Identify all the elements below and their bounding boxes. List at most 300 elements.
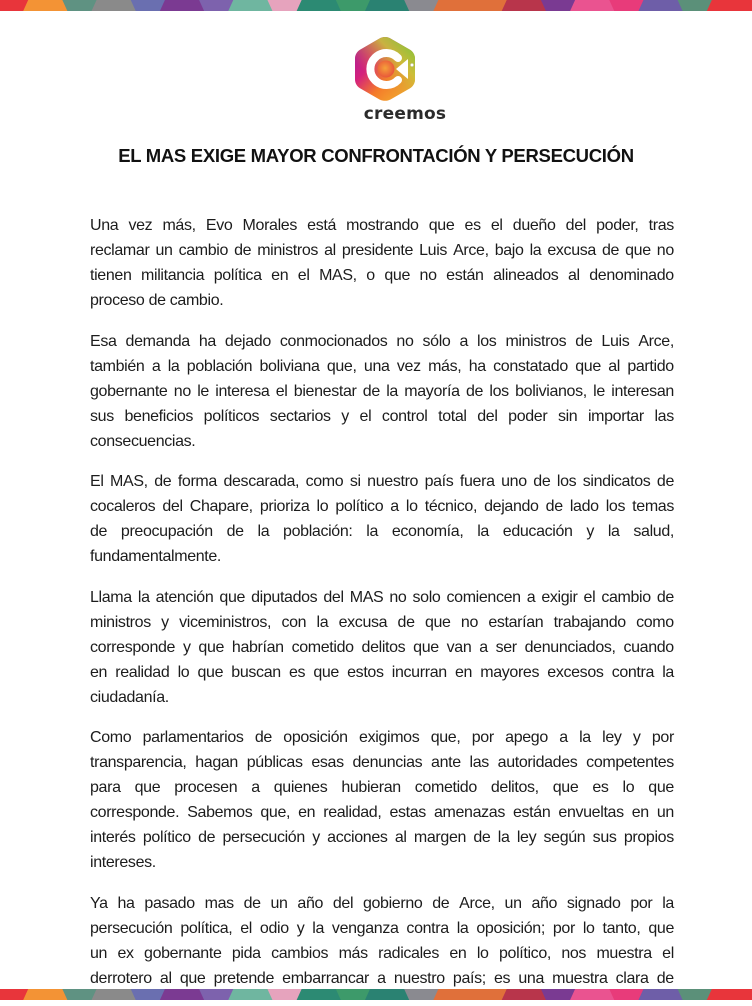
- word: cambios: [271, 944, 329, 962]
- word: del: [332, 894, 354, 912]
- word: comiencen: [446, 588, 521, 606]
- paragraph-line: [90, 966, 674, 991]
- word: excusa: [338, 613, 388, 631]
- word: ex: [117, 944, 134, 962]
- word: que: [179, 969, 206, 987]
- paragraph-line: [90, 494, 674, 519]
- word: por: [552, 919, 575, 937]
- paragraph-line: [90, 800, 674, 825]
- word: exigir: [541, 588, 578, 606]
- word: político,: [498, 944, 551, 962]
- word: que: [413, 638, 439, 656]
- word: pasado: [144, 894, 195, 912]
- word: que: [313, 663, 339, 681]
- word: sin: [557, 407, 578, 425]
- word: persecución: [90, 919, 173, 937]
- word: diputados: [251, 588, 318, 606]
- word: incurran: [391, 663, 447, 681]
- word: lo: [405, 498, 418, 515]
- word: tanto,: [602, 919, 641, 937]
- document-title: EL MAS EXIGE MAYOR CONFRONTACIÓN Y PERSECUCIÓN: [118, 145, 634, 166]
- word: Luis: [601, 332, 630, 350]
- word: que: [198, 638, 225, 656]
- word: embarrancar: [282, 969, 369, 987]
- word: el: [297, 267, 310, 284]
- word: y: [341, 407, 349, 425]
- word: que: [424, 613, 451, 631]
- word: de: [432, 894, 450, 912]
- word: preocupación: [120, 523, 213, 540]
- word: la: [366, 523, 379, 540]
- word: propios: [623, 829, 674, 846]
- word: la: [316, 613, 329, 631]
- paragraph-line: [90, 379, 674, 404]
- word: mas: [204, 894, 234, 912]
- word: corresponde: [90, 638, 176, 656]
- word: de: [545, 498, 563, 515]
- word: prioriza: [259, 498, 310, 515]
- word: persecución: [222, 829, 305, 846]
- word: la: [386, 382, 398, 400]
- word: políticos: [203, 407, 260, 425]
- paragraph-line: [90, 941, 674, 966]
- word: delitos,: [490, 779, 539, 796]
- word: con: [281, 613, 307, 631]
- word: la: [529, 242, 542, 259]
- word: de: [465, 382, 484, 400]
- paragraph-line: [90, 354, 674, 379]
- word: hagan: [195, 754, 238, 771]
- word: un: [155, 242, 173, 259]
- word: la: [607, 523, 620, 540]
- word: gobernante: [144, 944, 222, 962]
- word: es: [494, 969, 511, 987]
- word: no: [656, 242, 674, 259]
- word: procesen: [174, 779, 238, 796]
- word: de: [656, 473, 674, 490]
- word: total: [438, 407, 467, 425]
- word: muestra: [552, 969, 608, 987]
- word: en: [449, 944, 467, 962]
- word: es: [592, 779, 609, 796]
- word: Arce,: [459, 894, 495, 912]
- word: esas: [311, 754, 344, 771]
- word: constatado: [493, 357, 568, 375]
- word: ante: [431, 754, 461, 771]
- word: lo: [177, 663, 190, 681]
- word: Esa: [90, 332, 117, 350]
- word: según: [543, 829, 586, 846]
- paragraph-line: [90, 469, 674, 494]
- word: cometido: [414, 779, 477, 796]
- word: no: [389, 588, 407, 606]
- word: como: [636, 613, 674, 631]
- paragraph-line: [90, 775, 674, 800]
- paragraph: [90, 213, 674, 313]
- paragraph-line: [90, 519, 674, 544]
- word: denuncias: [352, 754, 423, 771]
- decorative-color-stripe-top: [0, 0, 752, 11]
- word: ley: [516, 829, 537, 846]
- word: a: [459, 332, 469, 350]
- word: al: [608, 357, 620, 375]
- word: a: [377, 969, 386, 987]
- word: o: [366, 267, 375, 284]
- word: ser: [495, 638, 517, 656]
- word: buscan: [231, 663, 281, 681]
- word: gobierno: [362, 894, 423, 912]
- word: la: [167, 357, 180, 375]
- word: como: [305, 473, 344, 490]
- word: que: [219, 588, 246, 606]
- word: odio: [259, 919, 289, 937]
- word: de: [254, 729, 272, 746]
- word: mayores: [480, 663, 540, 681]
- word: contra: [611, 663, 655, 681]
- word: están: [512, 804, 551, 821]
- paragraph-line: [90, 660, 674, 685]
- paragraph-line: [90, 263, 674, 288]
- word: exigimos: [359, 729, 420, 746]
- word: pretende: [213, 969, 274, 987]
- word: que: [384, 267, 411, 284]
- word: lo: [476, 944, 489, 962]
- word: estarían: [488, 613, 544, 631]
- word: de: [397, 613, 415, 631]
- word: sólo: [422, 332, 451, 350]
- word: a: [390, 498, 399, 515]
- word: Una: [90, 217, 119, 234]
- word: uno: [501, 473, 527, 490]
- word: que: [575, 357, 601, 375]
- word: año: [297, 894, 324, 912]
- word: MAS: [349, 588, 384, 606]
- paragraph-line: [90, 825, 674, 850]
- word: que,: [326, 357, 357, 375]
- word: temas: [632, 498, 674, 515]
- word: de: [473, 829, 491, 846]
- word: reclamar: [90, 242, 150, 259]
- word: de: [601, 242, 620, 259]
- paragraph-line: intereses.: [90, 854, 156, 871]
- word: la: [497, 829, 510, 846]
- word: que: [428, 217, 455, 234]
- word: cocaleros: [90, 498, 156, 515]
- word: sus: [592, 829, 617, 846]
- word: año: [531, 894, 558, 912]
- word: de: [90, 523, 108, 540]
- word: dejado: [224, 332, 271, 350]
- word: fuera: [459, 473, 495, 490]
- word: interés: [90, 829, 136, 846]
- word: interesa: [215, 382, 270, 400]
- word: radicales: [378, 944, 440, 962]
- word: realidad: [115, 663, 170, 681]
- word: a: [251, 779, 260, 796]
- word: mostrando: [346, 217, 419, 234]
- word: dejando: [484, 498, 539, 515]
- word: que: [625, 242, 651, 259]
- word: una: [363, 357, 390, 375]
- word: salud,: [633, 523, 674, 540]
- word: contra: [406, 919, 449, 937]
- word: bolivianos,: [515, 382, 587, 400]
- word: lo: [316, 498, 329, 515]
- word: los: [605, 498, 626, 515]
- word: más,: [162, 217, 196, 234]
- word: población: [186, 357, 253, 375]
- word: la: [662, 894, 674, 912]
- word: al: [159, 969, 172, 987]
- paragraph: [90, 891, 674, 991]
- word: de: [362, 382, 380, 400]
- word: la: [579, 729, 591, 746]
- word: político: [335, 498, 384, 515]
- word: Luis: [419, 242, 448, 259]
- word: sectarios: [269, 407, 331, 425]
- word: y: [161, 613, 169, 631]
- word: Sabemos: [187, 804, 253, 821]
- word: están: [446, 267, 484, 284]
- word: político: [142, 829, 191, 846]
- word: nos: [561, 944, 587, 962]
- creemos-logo-icon: [352, 34, 418, 104]
- stripe-segment: [707, 989, 752, 1000]
- word: dueño: [512, 217, 556, 234]
- word: pida: [231, 944, 261, 962]
- word: denunciados,: [524, 638, 616, 656]
- word: hubieran: [341, 779, 401, 796]
- paragraph-line: [90, 725, 674, 750]
- word: vez: [396, 357, 421, 375]
- paragraph-line: [90, 404, 674, 429]
- color-stripe-graphic: [0, 989, 752, 1000]
- word: de: [226, 523, 244, 540]
- word: ha: [117, 894, 135, 912]
- brand-name: creemos: [363, 104, 447, 124]
- word: excusa: [547, 242, 596, 259]
- word: vez: [128, 217, 153, 234]
- word: más,: [428, 357, 462, 375]
- word: no: [460, 613, 479, 631]
- word: que: [552, 779, 579, 796]
- paragraph: [90, 725, 674, 875]
- word: gobernante: [90, 382, 168, 400]
- word: que: [648, 779, 674, 796]
- word: a: [526, 588, 536, 606]
- word: delitos: [361, 638, 406, 656]
- word: el: [662, 944, 674, 962]
- word: poder: [508, 407, 548, 425]
- word: el: [359, 407, 372, 425]
- color-stripe-graphic: [0, 0, 752, 11]
- word: de: [234, 242, 252, 259]
- word: de: [154, 473, 172, 490]
- word: militancia: [141, 267, 205, 284]
- word: técnico,: [424, 498, 478, 515]
- word: le: [593, 382, 605, 400]
- word: públicas: [246, 754, 303, 771]
- word: Como: [90, 729, 132, 746]
- word: ha: [468, 357, 486, 375]
- word: lado: [569, 498, 599, 515]
- word: ministros: [505, 332, 567, 350]
- word: al: [394, 829, 407, 846]
- word: de: [656, 969, 674, 987]
- word: nuestro: [393, 969, 445, 987]
- word: estas: [389, 804, 426, 821]
- word: sindicatos: [582, 473, 651, 490]
- word: parlamentarios: [142, 729, 244, 746]
- word: control: [381, 407, 428, 425]
- word: venganza: [331, 919, 399, 937]
- word: por: [630, 894, 653, 912]
- word: de: [243, 894, 261, 912]
- word: país: [424, 473, 454, 490]
- word: un: [656, 804, 674, 821]
- word: de: [656, 588, 674, 606]
- word: más: [338, 944, 368, 962]
- word: país;: [452, 969, 486, 987]
- word: habrían: [231, 638, 284, 656]
- word: los: [489, 382, 509, 400]
- paragraph-line: proceso de cambio.: [90, 292, 224, 309]
- word: beneficios: [124, 407, 194, 425]
- word: de: [575, 332, 593, 350]
- word: competentes: [586, 754, 674, 771]
- word: Evo: [205, 217, 233, 234]
- word: trabajando: [553, 613, 626, 631]
- word: estos: [347, 663, 384, 681]
- word: bajo: [494, 242, 524, 259]
- word: y: [632, 729, 641, 746]
- word: ley: [602, 729, 622, 746]
- paragraph-line: [90, 329, 674, 354]
- word: economía,: [391, 523, 464, 540]
- word: lo: [622, 779, 635, 796]
- paragraph-line: [90, 635, 674, 660]
- word: MAS,: [319, 267, 357, 284]
- word: para: [90, 779, 121, 796]
- word: educación: [502, 523, 573, 540]
- word: las: [469, 754, 489, 771]
- word: la: [477, 523, 489, 540]
- word: transparencia,: [90, 754, 187, 771]
- word: que,: [430, 729, 461, 746]
- word: poder,: [596, 217, 639, 234]
- word: un: [270, 894, 288, 912]
- word: interesan: [611, 382, 674, 400]
- word: forma: [177, 473, 217, 490]
- word: signado: [566, 894, 621, 912]
- word: del: [565, 217, 586, 234]
- word: descarada,: [223, 473, 300, 490]
- word: la: [137, 588, 150, 606]
- word: cambio: [601, 588, 651, 606]
- word: el: [275, 382, 288, 400]
- word: está: [307, 217, 336, 234]
- word: del: [477, 407, 498, 425]
- word: ministros: [257, 242, 319, 259]
- word: acciones: [327, 829, 388, 846]
- word: por: [471, 729, 494, 746]
- word: importar: [587, 407, 644, 425]
- word: Ya: [90, 894, 108, 912]
- word: denominado: [589, 267, 674, 284]
- word: un: [90, 944, 108, 962]
- word: excesos: [547, 663, 604, 681]
- word: no: [173, 382, 191, 400]
- word: Llama: [90, 588, 132, 606]
- word: boliviana: [259, 357, 320, 375]
- word: es: [464, 217, 481, 234]
- word: ha: [198, 332, 216, 350]
- word: del: [323, 588, 344, 606]
- paragraph-line: ciudadanía.: [90, 688, 169, 706]
- word: que,: [260, 804, 291, 821]
- word: partido: [627, 357, 674, 375]
- word: oposición: [283, 729, 348, 746]
- word: realidad,: [323, 804, 382, 821]
- word: en: [90, 663, 108, 681]
- word: y: [296, 919, 305, 937]
- word: apego: [505, 729, 548, 746]
- word: y: [312, 829, 320, 846]
- word: en: [454, 663, 473, 681]
- word: tienen: [90, 267, 132, 284]
- word: solo: [412, 588, 441, 606]
- word: un: [504, 894, 522, 912]
- decorative-color-stripe-bottom: [0, 989, 752, 1000]
- word: población:: [283, 523, 353, 540]
- word: sus: [90, 407, 114, 425]
- word: Morales: [242, 217, 298, 234]
- word: de: [198, 829, 216, 846]
- word: en: [271, 267, 289, 284]
- word: atención: [155, 588, 214, 606]
- paragraph-line: [90, 891, 674, 916]
- paragraph-line: [90, 238, 674, 263]
- word: quienes: [273, 779, 328, 796]
- word: alineados: [493, 267, 559, 284]
- word: a: [559, 729, 568, 746]
- word: a: [151, 357, 161, 375]
- word: al: [567, 267, 580, 284]
- paragraph-line: consecuencias.: [90, 432, 196, 450]
- word: corresponde.: [90, 804, 180, 821]
- word: margen: [413, 829, 467, 846]
- word: si: [349, 473, 361, 490]
- paragraph-line: [90, 213, 674, 238]
- word: demanda: [125, 332, 190, 350]
- word: es: [288, 663, 306, 681]
- word: política: [213, 267, 262, 284]
- word: y: [182, 638, 191, 656]
- word: al: [324, 242, 336, 259]
- word: van: [446, 638, 472, 656]
- word: la: [456, 919, 469, 937]
- word: que: [197, 663, 224, 681]
- paragraph-line: [90, 916, 674, 941]
- word: a: [479, 638, 488, 656]
- word: una: [518, 969, 544, 987]
- word: la: [257, 523, 270, 540]
- word: bienestar: [293, 382, 357, 400]
- word: por: [651, 729, 674, 746]
- word: del: [162, 498, 183, 515]
- word: Arce,: [638, 332, 674, 350]
- word: autoridades: [497, 754, 578, 771]
